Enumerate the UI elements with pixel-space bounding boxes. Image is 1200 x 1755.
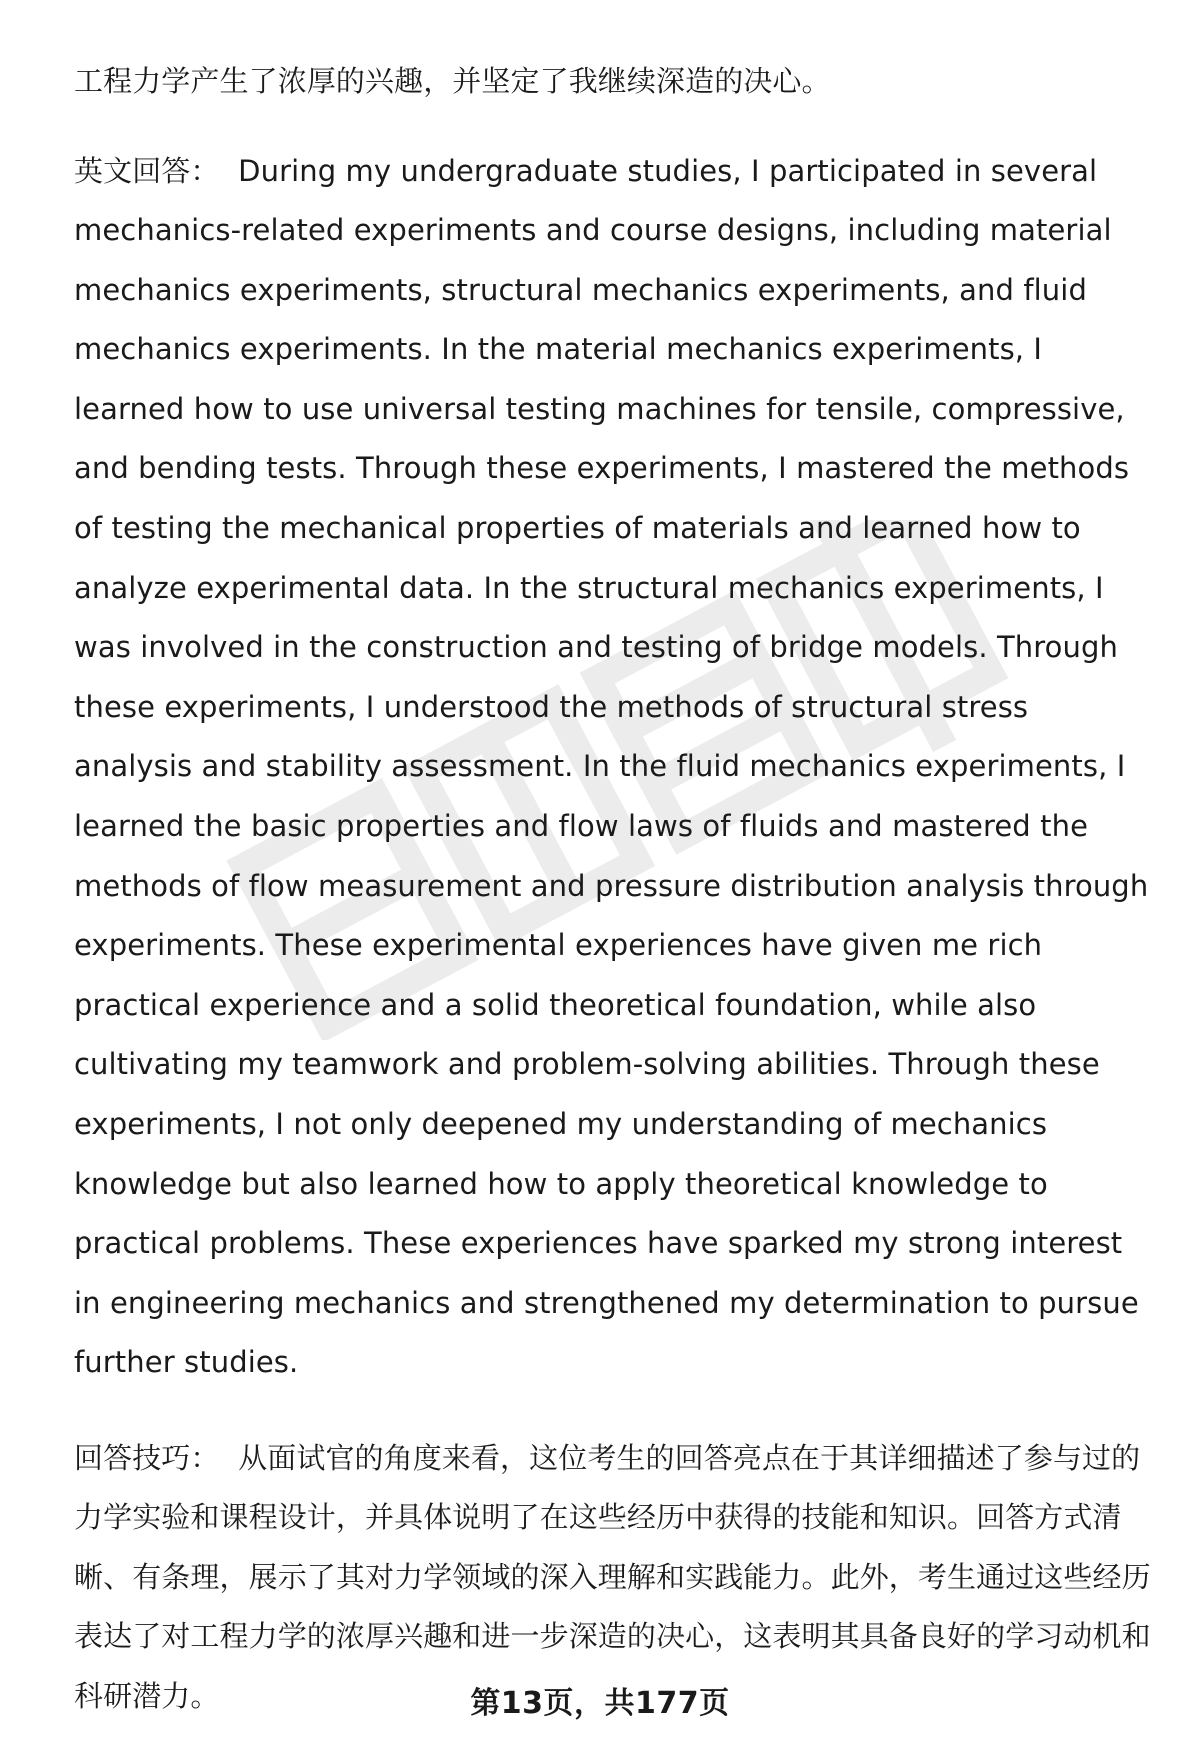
intro-line: 工程力学产生了浓厚的兴趣，并坚定了我继续深造的决心。 bbox=[74, 64, 831, 98]
answer-tips-label: 回答技巧： bbox=[74, 1440, 220, 1475]
english-answer-text: During my undergraduate studies, I participated in several mechanics-related experiments and course designs, including material mechanics experiments, structural mechanics experiments, and fluid mechanics experiments. In the material mechanics experiments, I learned how to use universal testing machines for tensile, compressive, and bending tests. Through these experiments, I mastered the methods of testing the mechanical properties of materials and learned how to analyze experimental data. In the structural mechanics experiments, I was involved in the construction and testing of bridge models. Through these experiments, I understood the methods of structural stress analysis and stability assessment. In the fluid mechanics experiments, I learned the basic properties and flow laws of fluids and mastered the methods of flow measurement and pressure distribution analysis through experiments. These experimental experiences have given me rich practical experience and a solid theoretical foundation, while also cultivating my teamwork and problem-solving abilities. Through these experiments, I not only deepened my understanding of mechanics knowledge but also learned how to apply theoretical knowledge to practical problems. These experiences have sparked my strong interest in engineering mechanics and strengthened my determination to pursue further studies. bbox=[74, 153, 1149, 1380]
document-body bbox=[74, 52, 1154, 1726]
english-answer-label: 英文回答： bbox=[74, 153, 220, 188]
english-answer-paragraph bbox=[74, 142, 1154, 1393]
answer-tips-text: 从面试官的角度来看，这位考生的回答亮点在于其详细描述了参与过的力学实验和课程设计，并具体说明了在这些经历中获得的技能和知识。回答方式清晰、有条理，展示了其对力学领域的深入理解和实践能力。此外，考生通过这些经历表达了对工程力学的浓厚兴趣和进一步深造的决心，这表明其具备良好的学习动机和科研潜力。 bbox=[74, 1440, 1151, 1713]
page-number-footer: 第13页，共177页 bbox=[470, 1686, 730, 1721]
